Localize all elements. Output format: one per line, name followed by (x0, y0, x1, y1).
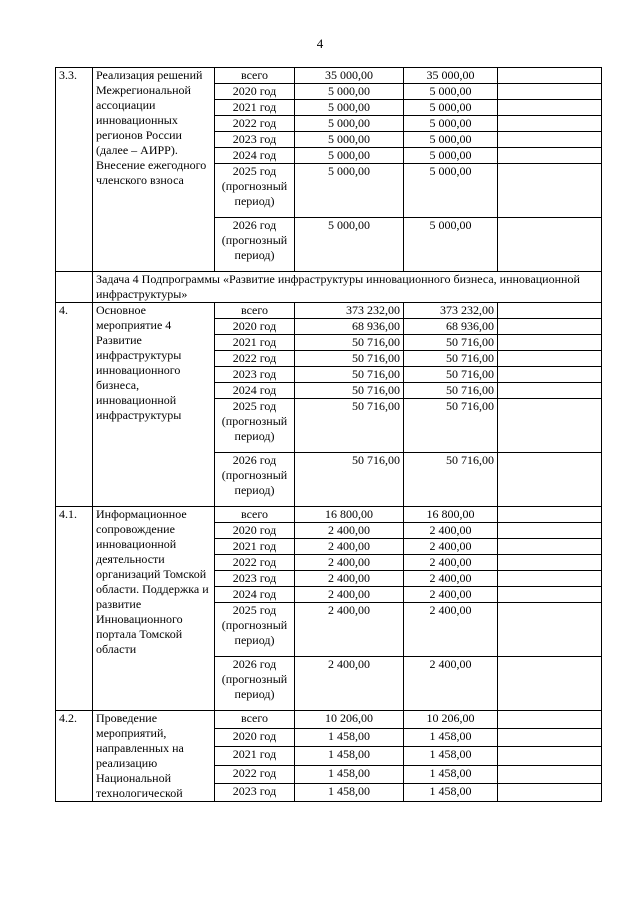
table-row (56, 507, 602, 523)
value-cell: 1 458,00 (295, 747, 404, 765)
value-cell: 5 000,00 (404, 164, 498, 218)
empty-cell (498, 729, 602, 747)
period-cell: 2021 год (215, 100, 295, 116)
period-cell: 2026 год (прогнозный период) (215, 657, 295, 711)
period-cell: 2023 год (215, 132, 295, 148)
empty-cell (498, 507, 602, 523)
value-cell: 2 400,00 (404, 571, 498, 587)
empty-cell (498, 587, 602, 603)
period-cell: 2026 год (прогнозный период) (215, 218, 295, 272)
value-cell: 50 716,00 (404, 335, 498, 351)
value-cell: 2 400,00 (404, 539, 498, 555)
period-cell: 2024 год (215, 383, 295, 399)
value-cell: 16 800,00 (295, 507, 404, 523)
value-cell: 1 458,00 (295, 729, 404, 747)
empty-cell (498, 100, 602, 116)
task-title: Задача 4 Подпрограммы «Развитие инфраструктуры инновационного бизнеса, инновационной инфраструктуры» (93, 272, 602, 303)
empty-cell (498, 571, 602, 587)
empty-cell (56, 272, 93, 303)
period-cell: всего (215, 507, 295, 523)
table-row (56, 303, 602, 319)
value-cell: 1 458,00 (295, 765, 404, 783)
value-cell: 2 400,00 (295, 603, 404, 657)
empty-cell (498, 319, 602, 335)
value-cell: 5 000,00 (295, 100, 404, 116)
value-cell: 1 458,00 (404, 747, 498, 765)
period-cell: 2022 год (215, 116, 295, 132)
item-description: Проведение мероприятий, направленных на реализацию Национальной технологической (93, 711, 215, 802)
period-cell: 2021 год (215, 747, 295, 765)
value-cell: 50 716,00 (404, 367, 498, 383)
value-cell: 2 400,00 (404, 555, 498, 571)
value-cell: 2 400,00 (404, 523, 498, 539)
value-cell: 1 458,00 (295, 783, 404, 801)
period-cell: 2024 год (215, 148, 295, 164)
value-cell: 10 206,00 (295, 711, 404, 729)
period-cell: 2020 год (215, 319, 295, 335)
period-cell: 2025 год (прогнозный период) (215, 399, 295, 453)
table-row (56, 711, 602, 729)
empty-cell (498, 523, 602, 539)
empty-cell (498, 603, 602, 657)
value-cell: 50 716,00 (295, 335, 404, 351)
item-number: 3.3. (56, 68, 93, 272)
value-cell: 2 400,00 (404, 603, 498, 657)
value-cell: 1 458,00 (404, 765, 498, 783)
period-cell: 2024 год (215, 587, 295, 603)
period-cell: 2022 год (215, 351, 295, 367)
value-cell: 50 716,00 (404, 383, 498, 399)
item-description: Реализация решений Межрегиональной ассоциации инновационных регионов России (далее – АИРР). Внесение ежегодного членского взноса (93, 68, 215, 272)
empty-cell (498, 453, 602, 507)
empty-cell (498, 84, 602, 100)
value-cell: 50 716,00 (295, 367, 404, 383)
page-number: 4 (316, 36, 324, 51)
value-cell: 16 800,00 (404, 507, 498, 523)
budget-table (55, 67, 602, 802)
empty-cell (498, 399, 602, 453)
period-cell: 2020 год (215, 84, 295, 100)
value-cell: 50 716,00 (295, 351, 404, 367)
value-cell: 373 232,00 (404, 303, 498, 319)
empty-cell (498, 116, 602, 132)
empty-cell (498, 765, 602, 783)
empty-cell (498, 68, 602, 84)
empty-cell (498, 148, 602, 164)
period-cell: всего (215, 711, 295, 729)
value-cell: 5 000,00 (295, 116, 404, 132)
period-cell: 2026 год (прогнозный период) (215, 453, 295, 507)
value-cell: 5 000,00 (404, 132, 498, 148)
value-cell: 5 000,00 (295, 84, 404, 100)
value-cell: 35 000,00 (404, 68, 498, 84)
task-row (56, 272, 602, 303)
value-cell: 50 716,00 (295, 453, 404, 507)
empty-cell (498, 218, 602, 272)
empty-cell (498, 164, 602, 218)
value-cell: 50 716,00 (404, 351, 498, 367)
period-cell: 2023 год (215, 367, 295, 383)
value-cell: 2 400,00 (295, 539, 404, 555)
empty-cell (498, 335, 602, 351)
value-cell: 5 000,00 (404, 100, 498, 116)
budget-table-body (56, 68, 602, 802)
value-cell: 50 716,00 (404, 453, 498, 507)
value-cell: 5 000,00 (404, 116, 498, 132)
value-cell: 1 458,00 (404, 729, 498, 747)
value-cell: 68 936,00 (295, 319, 404, 335)
value-cell: 50 716,00 (295, 399, 404, 453)
value-cell: 5 000,00 (295, 218, 404, 272)
period-cell: 2023 год (215, 571, 295, 587)
value-cell: 2 400,00 (404, 657, 498, 711)
empty-cell (498, 351, 602, 367)
period-cell: 2023 год (215, 783, 295, 801)
period-cell: 2022 год (215, 555, 295, 571)
empty-cell (498, 132, 602, 148)
period-cell: 2021 год (215, 335, 295, 351)
value-cell: 2 400,00 (295, 555, 404, 571)
period-cell: 2025 год (прогнозный период) (215, 164, 295, 218)
period-cell: 2021 год (215, 539, 295, 555)
value-cell: 50 716,00 (404, 399, 498, 453)
value-cell: 2 400,00 (295, 571, 404, 587)
value-cell: 5 000,00 (404, 84, 498, 100)
period-cell: 2020 год (215, 523, 295, 539)
value-cell: 5 000,00 (295, 132, 404, 148)
value-cell: 2 400,00 (295, 657, 404, 711)
value-cell: 2 400,00 (295, 587, 404, 603)
value-cell: 2 400,00 (404, 587, 498, 603)
item-description: Информационное сопровождение инновационной деятельности организаций Томской области. Поддержка и развитие Инновационного портала Томской области (93, 507, 215, 711)
period-cell: всего (215, 68, 295, 84)
value-cell: 5 000,00 (295, 148, 404, 164)
value-cell: 50 716,00 (295, 383, 404, 399)
value-cell: 5 000,00 (295, 164, 404, 218)
value-cell: 373 232,00 (295, 303, 404, 319)
empty-cell (498, 747, 602, 765)
item-number: 4.2. (56, 711, 93, 802)
value-cell: 5 000,00 (404, 148, 498, 164)
period-cell: 2022 год (215, 765, 295, 783)
value-cell: 1 458,00 (404, 783, 498, 801)
empty-cell (498, 711, 602, 729)
empty-cell (498, 383, 602, 399)
period-cell: всего (215, 303, 295, 319)
empty-cell (498, 303, 602, 319)
empty-cell (498, 367, 602, 383)
empty-cell (498, 539, 602, 555)
period-cell: 2020 год (215, 729, 295, 747)
value-cell: 2 400,00 (295, 523, 404, 539)
item-number: 4. (56, 303, 93, 507)
item-number: 4.1. (56, 507, 93, 711)
period-cell: 2025 год (прогнозный период) (215, 603, 295, 657)
empty-cell (498, 783, 602, 801)
item-description: Основное мероприятие 4 Развитие инфраструктуры инновационного бизнеса, инновационной инфраструктуры (93, 303, 215, 507)
table-row (56, 68, 602, 84)
value-cell: 35 000,00 (295, 68, 404, 84)
value-cell: 5 000,00 (404, 218, 498, 272)
value-cell: 68 936,00 (404, 319, 498, 335)
empty-cell (498, 555, 602, 571)
empty-cell (498, 657, 602, 711)
value-cell: 10 206,00 (404, 711, 498, 729)
